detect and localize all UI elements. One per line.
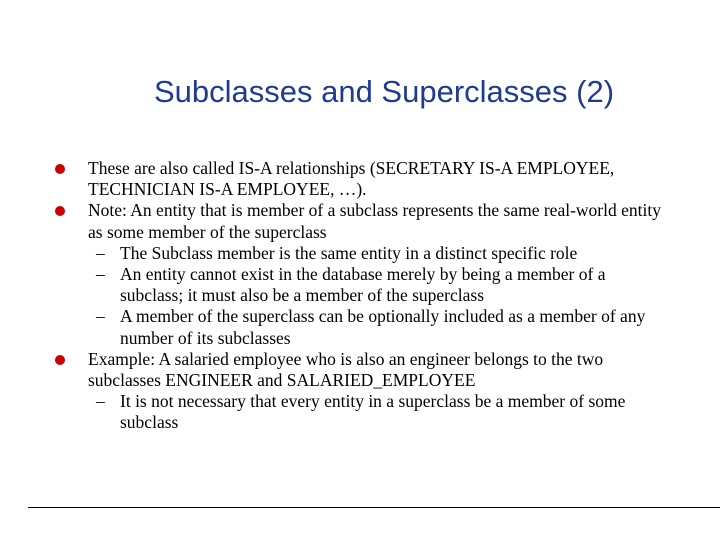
sub-bullet-item — [52, 243, 672, 264]
bullet-dot-icon — [55, 164, 65, 174]
sub-bullet-text: An entity cannot exist in the database merely by being a member of a subclass; it must also be a member of the superclass — [120, 264, 606, 306]
bullet-item — [52, 200, 672, 242]
bullet-text: Note: An entity that is member of a subclass represents the same real-world entity as some member of the superclass — [88, 200, 661, 242]
dash-icon: – — [96, 391, 105, 412]
dash-icon: – — [96, 242, 105, 263]
sub-bullet-item — [52, 264, 672, 306]
sub-bullet-item — [52, 306, 672, 348]
sub-bullet-item — [52, 391, 672, 433]
slide-title: Subclasses and Superclasses (2) — [153, 74, 615, 109]
footer-divider — [28, 507, 720, 508]
sub-bullet-text: A member of the superclass can be optionally included as a member of any number of its subclasses — [120, 306, 646, 348]
bullet-item — [52, 349, 672, 391]
bullet-list — [52, 158, 672, 434]
bullet-dot-icon — [55, 206, 65, 216]
dash-icon: – — [96, 264, 105, 285]
sub-bullet-text: The Subclass member is the same entity in a distinct specific role — [120, 242, 578, 263]
bullet-dot-icon — [55, 355, 65, 365]
bullet-text: Example: A salaried employee who is also an engineer belongs to the two subclasses ENGINEER and SALARIED_EMPLOYEE — [88, 348, 604, 391]
bullet-text: These are also called IS-A relationships (SECRETARY IS-A EMPLOYEE, TECHNICIAN IS-A EMPLOYEE, …). — [88, 158, 615, 200]
dash-icon: – — [96, 306, 105, 327]
sub-bullet-text: It is not necessary that every entity in a superclass be a member of some subclass — [120, 391, 626, 433]
bullet-item — [52, 158, 672, 200]
